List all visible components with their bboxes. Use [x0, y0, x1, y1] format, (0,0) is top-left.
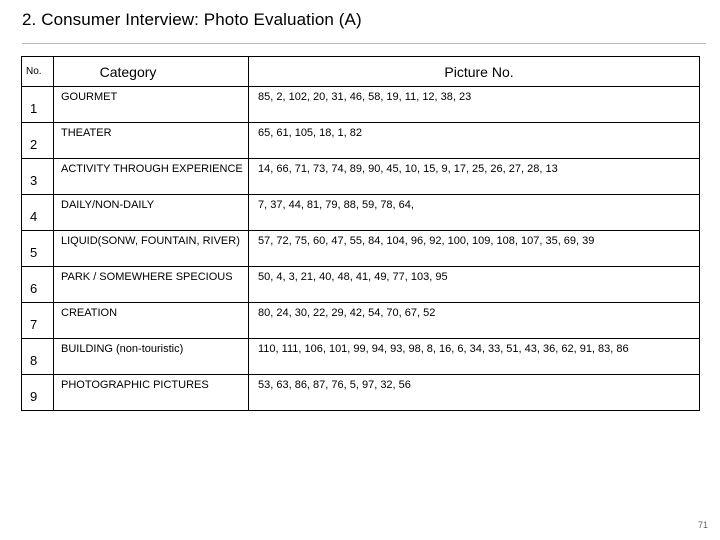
row-number: 8 — [22, 339, 54, 375]
row-category: CREATION — [54, 303, 249, 339]
title-divider — [22, 43, 706, 44]
row-picture-numbers: 50, 4, 3, 21, 40, 48, 41, 49, 77, 103, 95 — [249, 267, 700, 303]
row-number: 2 — [22, 123, 54, 159]
row-number: 5 — [22, 231, 54, 267]
table-row — [22, 303, 700, 339]
table-row — [22, 267, 700, 303]
header-no: No. — [22, 57, 54, 87]
table-row — [22, 339, 700, 375]
row-category: ACTIVITY THROUGH EXPERIENCE — [54, 159, 249, 195]
header-category: Category — [54, 57, 249, 87]
row-category: THEATER — [54, 123, 249, 159]
row-number: 1 — [22, 87, 54, 123]
row-category: GOURMET — [54, 87, 249, 123]
table-row — [22, 123, 700, 159]
row-picture-numbers: 85, 2, 102, 20, 31, 46, 58, 19, 11, 12, 38, 23 — [249, 87, 700, 123]
table-header-row — [22, 57, 700, 87]
row-picture-numbers: 57, 72, 75, 60, 47, 55, 84, 104, 96, 92, 100, 109, 108, 107, 35, 69, 39 — [249, 231, 700, 267]
row-category: DAILY/NON-DAILY — [54, 195, 249, 231]
table-row — [22, 231, 700, 267]
table-row — [22, 195, 700, 231]
table-row — [22, 159, 700, 195]
row-category: PARK / SOMEWHERE SPECIOUS — [54, 267, 249, 303]
table-row — [22, 375, 700, 411]
page-number: 71 — [697, 520, 708, 530]
row-picture-numbers: 110, 111, 106, 101, 99, 94, 93, 98, 8, 16, 6, 34, 33, 51, 43, 36, 62, 91, 83, 86 — [249, 339, 700, 375]
row-picture-numbers: 14, 66, 71, 73, 74, 89, 90, 45, 10, 15, 9, 17, 25, 26, 27, 28, 13 — [249, 159, 700, 195]
row-picture-numbers: 65, 61, 105, 18, 1, 82 — [249, 123, 700, 159]
row-picture-numbers: 53, 63, 86, 87, 76, 5, 97, 32, 56 — [249, 375, 700, 411]
photo-evaluation-table — [21, 56, 700, 411]
row-number: 9 — [22, 375, 54, 411]
row-category: BUILDING (non-touristic) — [54, 339, 249, 375]
row-picture-numbers: 7, 37, 44, 81, 79, 88, 59, 78, 64, — [249, 195, 700, 231]
header-picture-no: Picture No. — [249, 57, 700, 87]
row-category: PHOTOGRAPHIC PICTURES — [54, 375, 249, 411]
row-category: LIQUID(SONW, FOUNTAIN, RIVER) — [54, 231, 249, 267]
table-row — [22, 87, 700, 123]
row-number: 3 — [22, 159, 54, 195]
row-number: 4 — [22, 195, 54, 231]
slide-title: 2. Consumer Interview: Photo Evaluation (A) — [22, 10, 362, 29]
row-number: 7 — [22, 303, 54, 339]
row-number: 6 — [22, 267, 54, 303]
row-picture-numbers: 80, 24, 30, 22, 29, 42, 54, 70, 67, 52 — [249, 303, 700, 339]
